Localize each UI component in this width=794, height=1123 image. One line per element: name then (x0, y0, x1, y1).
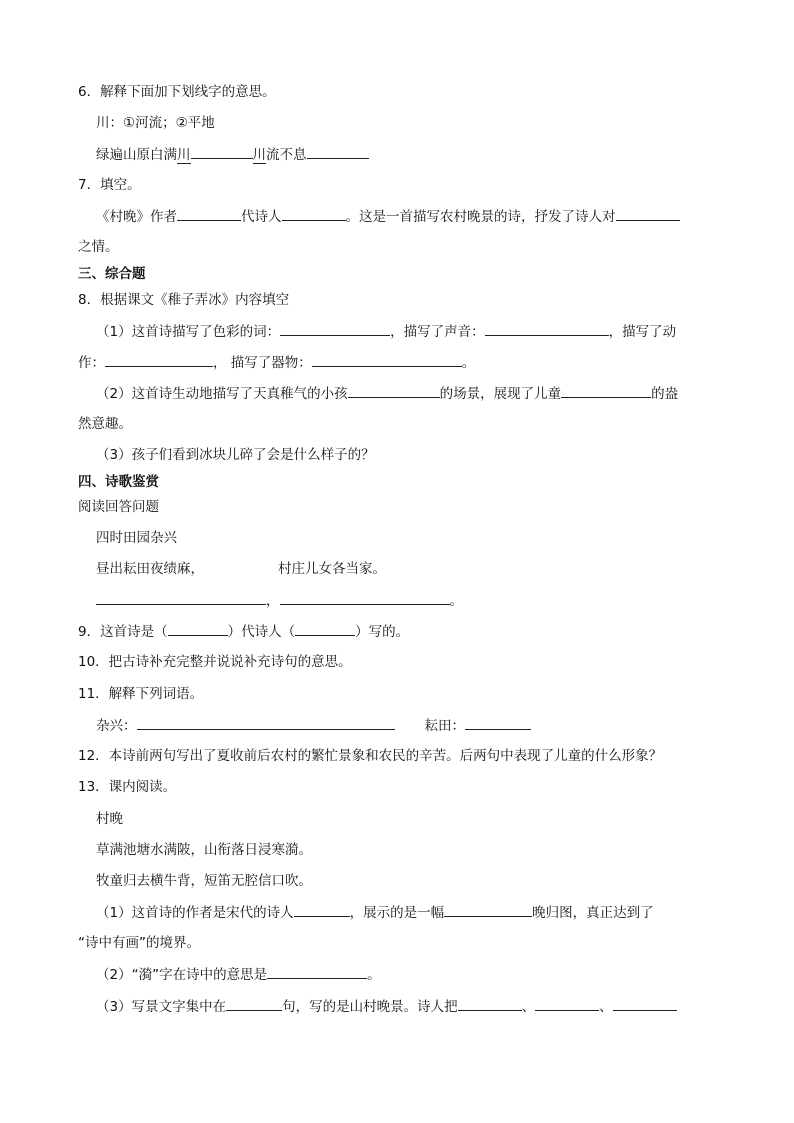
q13-p1-text-c: 晚归图，真正达到了 (532, 905, 654, 921)
q11-stem: 11．解释下列词语。 (78, 686, 204, 702)
q6-blank-1[interactable] (191, 144, 253, 159)
q13-p3-text-b: 句，写的是山村晚景。诗人把 (282, 999, 458, 1015)
q6-definition: 川：①河流；②平地 (96, 115, 215, 131)
q7-blank-poet[interactable] (282, 206, 346, 221)
q13-blank-item-2[interactable] (535, 996, 599, 1011)
q7-end: 之情。 (78, 239, 119, 255)
q13-poem-title: 村晚 (96, 811, 123, 827)
q13-blank-poet[interactable] (294, 902, 350, 917)
q8-p2-text-c: 的盎 (651, 386, 679, 402)
q8-part2-line1 (96, 383, 678, 404)
reading-intro: 阅读回答问题 (78, 499, 159, 515)
q6-underlined-char-1: 川 (177, 147, 191, 163)
q8-stem: 8．根据课文《稚子弄冰》内容填空 (78, 292, 290, 308)
q13-p2-text-a: （2）“漪”字在诗中的意思是 (96, 967, 268, 983)
poem-blank-1[interactable] (96, 590, 266, 605)
q8-part3: （3）孩子们看到冰块儿碎了会是什么样子的？ (96, 447, 375, 463)
q8-p1-text-b: ，描写了声音： (390, 324, 485, 340)
q6-stem: 6．解释下面加下划线字的意思。 (78, 84, 276, 100)
q7-text-a: 《村晚》作者 (96, 209, 177, 225)
q9-text-a: 9．这首诗是（ (78, 624, 168, 640)
poem-comma: ， (266, 593, 280, 609)
q8-blank-sound[interactable] (485, 321, 609, 336)
q13-p3-sep-1: 、 (521, 999, 536, 1015)
q8-blank-childhood[interactable] (561, 383, 651, 398)
q13-part1-line2: “诗中有画”的境界。 (78, 935, 200, 951)
q8-blank-action[interactable] (105, 352, 213, 367)
q8-p1-text-e: ， 描写了器物： (213, 355, 312, 371)
q8-p2-text-b: 的场景，展现了儿童 (439, 386, 562, 402)
q8-blank-child[interactable] (348, 383, 440, 398)
q8-p2-text-a: （2）这首诗生动地描写了天真稚气的小孩 (96, 386, 348, 402)
q8-p1-text-d: 作： (78, 355, 105, 371)
q7-stem: 7．填空。 (78, 177, 141, 193)
q6-underlined-char-2: 川 (252, 147, 266, 163)
q13-part2 (96, 964, 381, 985)
q11-blank-b[interactable] (465, 715, 531, 730)
q13-part1-line1 (96, 902, 654, 923)
q8-part1-line2 (78, 352, 475, 373)
q7-blank-feeling[interactable] (616, 206, 680, 221)
q8-p1-text-c: ，描写了动 (608, 324, 677, 340)
q7-line (96, 206, 680, 227)
q13-blank-lines[interactable] (226, 996, 282, 1011)
q6-text-a: 绿遍山原白满 (96, 147, 177, 163)
q9-blank-dynasty[interactable] (168, 621, 228, 636)
q11-blank-a[interactable] (137, 715, 395, 730)
q9 (78, 621, 409, 642)
q13-poem-line-1: 草满池塘水满陂，山衔落日浸寒漪。 (96, 842, 312, 858)
q10: 10．把古诗补充完整并说说补充诗句的意思。 (78, 654, 352, 670)
q9-text-b: ）代诗人（ (227, 624, 296, 640)
q11-term-a: 杂兴： (96, 718, 137, 734)
q7-blank-author[interactable] (177, 206, 241, 221)
q13-blank-item-3[interactable] (613, 996, 677, 1011)
q6-text-d: 流不息 (266, 147, 307, 163)
q12: 12．本诗前两句写出了夏收前后农村的繁忙景象和农民的辛苦。后两句中表现了儿童的什么形象？ (78, 748, 663, 764)
q13-blank-item-1[interactable] (458, 996, 522, 1011)
poem-line-1b: 村庄儿女各当家。 (278, 561, 386, 577)
q6-blank-2[interactable] (307, 144, 369, 159)
q9-text-c: ）写的。 (355, 624, 410, 640)
q11-term-b: 耘田： (424, 718, 465, 734)
q13-blank-scene[interactable] (444, 902, 532, 917)
q13-blank-meaning[interactable] (267, 964, 367, 979)
q8-blank-color[interactable] (280, 321, 390, 336)
q13-part3 (96, 996, 677, 1017)
q9-blank-poet[interactable] (295, 621, 355, 636)
q8-part2-line2: 然意趣。 (78, 416, 132, 432)
q13-p1-text-b: ，展示的是一幅 (349, 905, 445, 921)
q13-p1-text-a: （1）这首诗的作者是宋代的诗人 (96, 905, 294, 921)
q7-text-b: 代诗人 (241, 209, 282, 225)
poem-period: 。 (449, 593, 463, 609)
q6-line (96, 144, 369, 165)
q8-p1-text-f: 。 (461, 355, 476, 371)
q13-poem-line-2: 牧童归去横牛背，短笛无腔信口吹。 (96, 873, 312, 889)
poem-line-1a: 昼出耘田夜绩麻， (96, 561, 204, 577)
q13-p2-text-b: 。 (367, 967, 381, 983)
q8-part1-line1 (96, 321, 676, 342)
q13-stem: 13．课内阅读。 (78, 779, 177, 795)
poem-title: 四时田园杂兴 (96, 530, 177, 546)
q8-p1-text-a: （1）这首诗描写了色彩的词： (96, 324, 281, 340)
section-4-heading: 四、诗歌鉴赏 (78, 474, 159, 490)
section-3-heading: 三、综合题 (78, 266, 146, 282)
q13-p3-text-a: （3）写景文字集中在 (96, 999, 227, 1015)
q13-p3-sep-2: 、 (599, 999, 613, 1015)
q7-text-c: 。这是一首描写农村晚景的诗，抒发了诗人对 (345, 209, 616, 225)
poem-blank-2[interactable] (280, 590, 450, 605)
poem-missing-lines (96, 590, 463, 611)
q11-terms (96, 715, 531, 736)
q8-blank-object[interactable] (312, 352, 462, 367)
